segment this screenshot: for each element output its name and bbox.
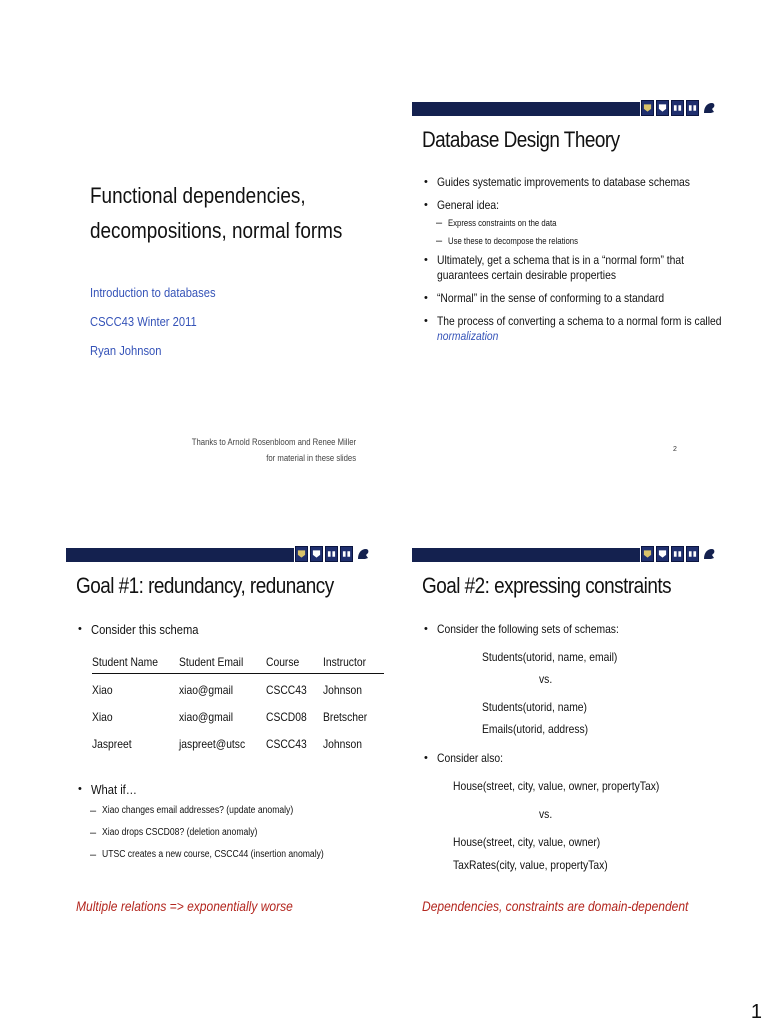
thanks-line-2: for material in these slides <box>266 453 356 463</box>
sub-bullet-item: – Xiao changes email addresses? (update anomaly) <box>78 805 363 817</box>
university-logos <box>641 100 717 116</box>
table-cell: Xiao <box>92 683 113 697</box>
schema-table <box>92 649 384 755</box>
bullet-list <box>424 751 514 766</box>
book-icon <box>671 100 684 116</box>
slide-title <box>90 178 342 248</box>
sub-bullet-item: – Xiao drops CSCD08? (deletion anomaly) <box>78 827 363 839</box>
course-info <box>90 278 216 365</box>
bullet-list <box>78 622 216 637</box>
bullet-list <box>424 175 722 344</box>
university-logos <box>641 546 717 562</box>
table-cell: Jaspreet <box>92 737 132 751</box>
book-icon <box>686 546 699 562</box>
bullet-item: • Consider also: <box>424 751 514 766</box>
slide-goal-redundancy <box>66 546 368 916</box>
bullet-item: • Ultimately, get a schema that is in a “normal form” that guarantees certain desirable properties <box>424 253 704 283</box>
slide-goal-constraints <box>412 546 702 916</box>
schema-line: Students(utorid, name, email) <box>482 650 618 664</box>
book-icon <box>325 546 338 562</box>
slide-header-bar <box>66 548 294 562</box>
table-cell: Johnson <box>322 737 362 751</box>
column-header: Instructor <box>323 649 384 674</box>
slide-database-design-theory <box>412 100 722 470</box>
crest-icon <box>310 546 323 562</box>
crest-icon <box>656 546 669 562</box>
bullet-item: • The process of converting a schema to a normal form is called normalization <box>424 314 704 344</box>
sub-bullet-item: – UTSC creates a new course, CSCC44 (insertion anomaly) <box>78 849 363 861</box>
vs-label: vs. <box>539 672 553 686</box>
table-cell: jaspreet@utsc <box>178 737 245 751</box>
table-row <box>92 701 384 728</box>
book-icon <box>671 546 684 562</box>
schema-line: Emails(utorid, address) <box>482 722 589 736</box>
sub-bullet-item: – Express constraints on the data <box>424 217 704 229</box>
table-cell: CSCC43 <box>265 683 307 697</box>
bullet-item: • General idea: <box>424 198 704 213</box>
bullet-item: • Consider this schema <box>78 622 216 637</box>
book-icon <box>340 546 353 562</box>
slide-header-bar <box>412 102 640 116</box>
crest-icon <box>656 100 669 116</box>
table-cell: CSCC43 <box>265 737 307 751</box>
conclusion-text: Dependencies, constraints are domain-dependent <box>422 898 689 914</box>
beaver-icon <box>701 546 717 562</box>
schema-line: House(street, city, value, owner) <box>453 835 601 849</box>
slide-title: Goal #1: redundancy, redunancy <box>76 573 334 598</box>
table-cell: xiao@gmail <box>178 710 233 724</box>
slide-number: 2 <box>673 446 677 453</box>
table-cell: xiao@gmail <box>178 683 233 697</box>
table-cell: Xiao <box>92 710 113 724</box>
schema-line: House(street, city, value, owner, propertyTax) <box>453 779 660 793</box>
normalization-term: normalization <box>437 329 499 343</box>
course-code: CSCC43 Winter 2011 <box>90 314 197 329</box>
column-header: Student Name <box>92 649 179 674</box>
sub-bullet-item: – Use these to decompose the relations <box>424 235 704 247</box>
acknowledgement <box>192 434 356 466</box>
crest-icon <box>641 100 654 116</box>
crest-icon <box>295 546 308 562</box>
slide-title-page <box>66 100 356 470</box>
conclusion-text: Multiple relations => exponentially worse <box>76 898 293 914</box>
column-header: Student Email <box>179 649 266 674</box>
university-logos <box>295 546 371 562</box>
title-line-2: decompositions, normal forms <box>90 218 343 243</box>
bullet-list <box>78 782 363 861</box>
thanks-line-1: Thanks to Arnold Rosenbloom and Renee Miller <box>191 437 356 447</box>
beaver-icon <box>701 100 717 116</box>
slide-title: Goal #2: expressing constraints <box>422 573 672 598</box>
schema-line: TaxRates(city, value, propertyTax) <box>453 858 608 872</box>
bullet-item: • “Normal” in the sense of conforming to a standard <box>424 291 704 306</box>
bullet-item: • Consider the following sets of schemas: <box>424 622 648 637</box>
book-icon <box>686 100 699 116</box>
title-line-1: Functional dependencies, <box>90 183 306 208</box>
schema-line: Students(utorid, name) <box>482 700 587 714</box>
bullet-item: • Guides systematic improvements to database schemas <box>424 175 704 190</box>
crest-icon <box>641 546 654 562</box>
table-row <box>92 674 384 702</box>
table-cell: Bretscher <box>322 710 368 724</box>
slide-title: Database Design Theory <box>422 127 620 152</box>
page-number: 1 <box>750 1001 762 1023</box>
table-cell: CSCD08 <box>265 710 307 724</box>
author-name: Ryan Johnson <box>90 343 162 358</box>
bullet-list <box>424 622 648 637</box>
beaver-icon <box>355 546 371 562</box>
vs-label: vs. <box>539 807 553 821</box>
slide-header-bar <box>412 548 640 562</box>
course-intro: Introduction to databases <box>90 285 216 300</box>
table-row <box>92 728 384 755</box>
table-cell: Johnson <box>322 683 362 697</box>
column-header: Course <box>266 649 323 674</box>
bullet-item: • What if… <box>78 782 363 797</box>
table-header-row <box>92 649 384 674</box>
